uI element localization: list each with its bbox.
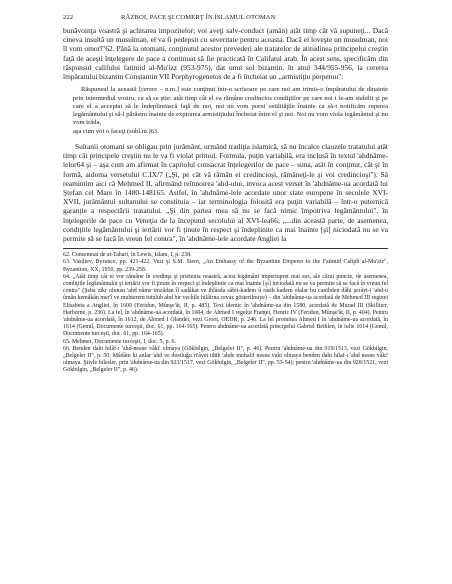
paragraph-1: bunăvoinţa voastră şi achitarea impozitelor; voi aveţi salv-conduct (amân) atât timp cât vă supuneţi... Dacă cineva insultă un musulman, el va fi pedepsit cu severitate pentru aceasta. Dacă el loveşte un musulman, noi îl vom omorî"62. Până la otomani, conţinutul acestor prevederi ale tratatelor de atitudinea principelui creştin faţă de aceşti înţelegere de pace a continuat să fie practicată în Califatul arab. În acest sens, specificăm din răspunsul califului fatimid al-Mu'izz (953-975), dat unui sol bizantin, în anul 344/955-956, la cererea împăratului bizantin Constantin VII Porphyrogenetos de a fi încheiat un „armistiţiu perpetuu":: [63, 26, 388, 82]
footnote-62: 62. Consemnat de at-Tabari, în Lewis, Islam, I, p. 238.: [63, 252, 192, 259]
footnote-rule: [63, 248, 388, 249]
footnotes: [63, 252, 388, 374]
main-text: [63, 26, 388, 243]
footnote-66: 66. Benden dahi hilâf-ı 'ahd-nesne vâki' olmaya (Gökbilgin, „Belgeler II", p. 46). Pentru 'ahdnâme-ua din 919/1513, vezi Gökbilgin, „Belgeler II", p. 50: Mâdâm ki anlar 'ahd ve dostluğu ri'âyet idüb 'ahde muhalif nesne vaki olmaya benden dahi hilaf-ı 'ahd nesne vâki' olmaya. Ştiyle bilesler, prin 'ahdnâme-ua din 923/1517, vezi Gökbilgin, „Belgeler II", pp. 53-54); pentru 'ahdnâme-ua din 928/1521, vezi Gökbilgin, „Belgeler II", p. 46).: [63, 345, 388, 374]
quote-text-end: aşa cum voi o faceţi (subl.m.)63.: [73, 127, 159, 135]
running-head: [63, 14, 388, 26]
running-title: RĂZBOI, PACE ŞI COMERŢ ÎN ISLAMUL OTOMAN: [121, 14, 276, 21]
footnote-64: 64. „Atât timp cât ei vor rămâne în credinţa şi prietenia noastră, acest legământ imperiupret mai sus, ale cărui puncte, de asemenea, condiţiile legământului şi iertării vor fi ţinute în respect şi îndeplinite ca mai înainte [şi] niciodată nu se va permite să se facă în vreun fel contra" (Şeba zîkr olunan 'ahd nâme imzâdan îl sadâkat ve ihlâsda sâbit-kadem û râsih kadem olalar bu canibden dâhi şerâyt-i 'ahd-u ûmân kemâkân mer'î ve muhterem tutulub ahd bir vechile hilâfına cevaz gösterilmiye) – din 'ahdnâme-ua acordată de Mehmed III reginei Elisabeta a Angliei, în 1600 (Feridun, Mûnşe'ât, II, p. 485). Text identic în 'ahdnâme-ua din 1580, acordată de Murad III (Skilliter, Harborne, p. 236). La fel, în 'ahdnâme-ua acordată, în 1604, de Ahmed I regelui Franţei, Henric IV (Feridun, Mûnşe'ât, II, p. 404). Pentru 'ahdnâme-ua acordată, în 1612, de Ahmed I Olandei, vezi Groot, OEDR, p. 246. La fel promitea Ahmed I în 'ahdnâme-ua acordată, în 1614 (Gemil, Documente turceşti, doc. 61, pp. 164-165). Pentru ahdnâme-ua acordată principelui Gabriel Bethlen, în iulie 1614 (Gemil, Documente turceşti, doc. 61, pp. 164-165).: [63, 273, 388, 338]
paragraph-2: Sultanii otomani se obligau prin jurământ, urmând tradiţia islamică, să nu încalce clauzele tratatului atât timp cât principele creştin nu le va fi violat primul. Formula, puţin variabilă, era inclusă în textul 'ahdnâme-lelor64 şi – aşa cum am afirmat în capitolul consacrat înţelegerilor de pace – suna, atât în conţinut, cât şi în formă, aidoma versetului C.IX/7 („Şi, pe cât vă rămân ei credincioşi, rămâneţi-le şi voi credincioşi"). Să reamintim aici că Mehmed II, afirmând reînnoirea 'ahd-ului, invoca acest verset în 'ahdnâme-ua acordată lui Ştefan cel Mare în 1480-148165. Astfel, în 'ahdnâme-lele acordate unor state europene în secolele XVI-XVII, jurământul sultanului se constituia – iar terminologia folosită era puţin variabilă – într-o puternică garanţie a respectării tratatului. „Şi din partea mea să nu se facă nimic împotriva legământului", în înţelegerile de pace cu Veneţia de la începutul secolului al XVI-lea66; „...din această parte, de asemenea, condiţiile legământului şi iertării vor fi ţinute în respect şi îndeplinite ca mai înainte [şi] niciodată nu se va permite să se facă în vreun fel contra", în 'ahdnâme-lele acordate Angliei la: [63, 142, 388, 244]
page-number: 222: [63, 14, 74, 21]
block-quote: [73, 86, 388, 136]
footnote-63: 63. Vasiliev, Byzance, pp. 421-422. Vezi şi S.M. Stern, „An Embassy of the Byzantine Emperor to the Fatimid Caliph al-Mu'izz", Byzantion, XX, 1950, pp. 239-258.: [63, 259, 388, 273]
footnote-65: 65. Mehmet, Documente turceşti, I, doc. 5, p. 6.: [63, 338, 176, 345]
quote-text: Răspunsul la această [cerere – n.m.] este conţinut într-o scrisoare pe care noi am trimis-o împăratului de dinainte prin intermediul vostru, ca să se ştie: atât timp cât el va rămâne credincios condiţiilor pe care noi i le-am stabilit şi pe care el a acceptat să le îndeplinească faţă de noi, noi nu vom porni ostilităţile înainte ca să-i notificăm ruperea legământului şi să-l părăsim înainte de expirarea armistiţiului încheiat între el şi noi. Noi nu vom viola legământul şi nu vom trăda,: [73, 86, 388, 127]
